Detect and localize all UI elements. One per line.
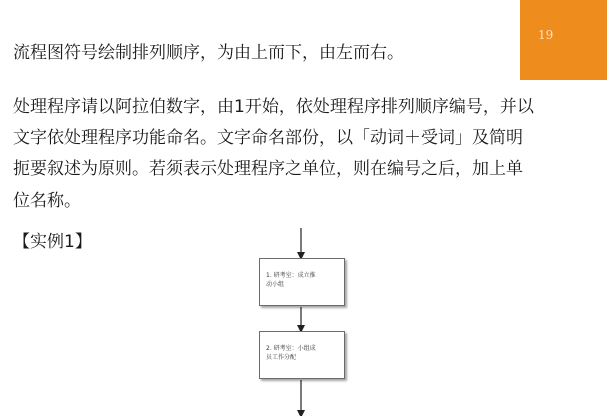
flowchart-step-1 bbox=[259, 258, 345, 306]
flowchart-step-1-line-2: 动小组 bbox=[266, 281, 285, 288]
page-number-badge bbox=[520, 0, 607, 80]
paragraph-line-4: 位名称。 bbox=[13, 191, 81, 211]
paragraph-line-2: 文字依处理程序功能命名。文字命名部份，以「动词＋受词」及简明 bbox=[13, 128, 523, 148]
paragraph-line-1: 处理程序请以阿拉伯数字，由1开始，依处理程序排列顺序编号，并以 bbox=[13, 97, 534, 117]
flowchart-step-2 bbox=[259, 331, 345, 379]
flowchart-step-1-line-1: 1. 研考室：成立推 bbox=[266, 272, 316, 279]
paragraph-line-3: 扼要叙述为原则。若须表示处理程序之单位，则在编号之后，加上单 bbox=[13, 159, 523, 179]
example-label: 【实例1】 bbox=[13, 232, 92, 252]
page-number: 19 bbox=[538, 28, 554, 42]
flowchart-step-2-line-2: 员工作分配 bbox=[266, 354, 297, 361]
flowchart-step-2-line-1: 2. 研考室：小组成 bbox=[266, 345, 316, 352]
intro-line: 流程图符号绘制排列顺序，为由上而下，由左而右。 bbox=[13, 43, 404, 63]
